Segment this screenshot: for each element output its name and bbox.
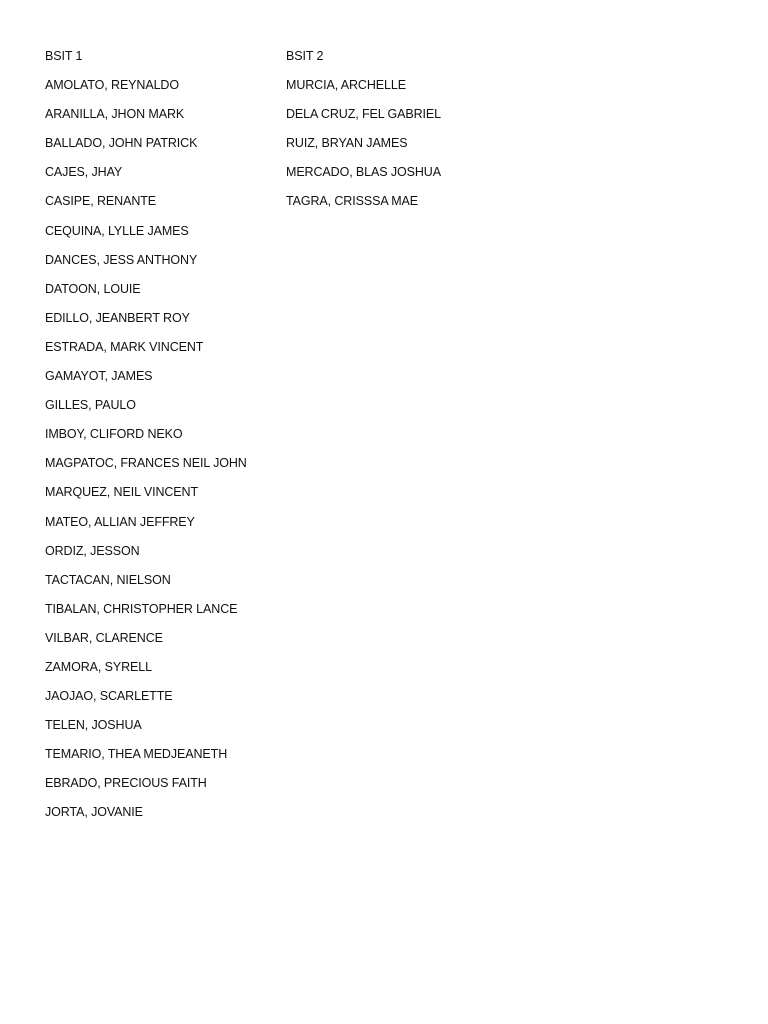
name-item: DATOON, LOUIE — [45, 281, 141, 296]
name-item: MAGPATOC, FRANCES NEIL JOHN — [45, 456, 247, 471]
name-item: CEQUINA, LYLLE JAMES — [45, 223, 189, 238]
name-item: AMOLATO, REYNALDO — [45, 78, 179, 93]
column-heading: BSIT 2 — [286, 49, 324, 63]
name-item: BALLADO, JOHN PATRICK — [45, 136, 198, 151]
name-item: RUIZ, BRYAN JAMES — [286, 136, 408, 151]
name-item: DANCES, JESS ANTHONY — [45, 252, 198, 267]
name-item: GILLES, PAULO — [45, 398, 136, 413]
name-item: EDILLO, JEANBERT ROY — [45, 310, 190, 325]
name-item: VILBAR, CLARENCE — [45, 630, 163, 645]
name-item: JAOJAO, SCARLETTE — [45, 689, 173, 704]
name-item: GAMAYOT, JAMES — [45, 369, 153, 384]
name-item: IMBOY, CLIFORD NEKO — [45, 427, 183, 442]
name-item: TEMARIO, THEA MEDJEANETH — [45, 747, 228, 762]
name-item: TACTACAN, NIELSON — [45, 572, 171, 587]
name-item: TELEN, JOSHUA — [45, 718, 142, 733]
name-item: MERCADO, BLAS JOSHUA — [286, 165, 441, 180]
name-item: TAGRA, CRISSSA MAE — [286, 194, 419, 209]
name-item: TIBALAN, CHRISTOPHER LANCE — [45, 601, 238, 616]
name-item: EBRADO, PRECIOUS FAITH — [45, 776, 207, 791]
bsit-1-column — [45, 46, 247, 832]
bsit-2-column — [286, 46, 441, 221]
name-item: CAJES, JHAY — [45, 165, 123, 180]
name-item: ZAMORA, SYRELL — [45, 659, 152, 674]
name-item: MURCIA, ARCHELLE — [286, 78, 406, 93]
name-item: MATEO, ALLIAN JEFFREY — [45, 514, 195, 529]
name-item: MARQUEZ, NEIL VINCENT — [45, 485, 199, 500]
column-heading: BSIT 1 — [45, 49, 83, 63]
name-item: CASIPE, RENANTE — [45, 194, 157, 209]
name-item: ORDIZ, JESSON — [45, 543, 140, 558]
name-item: ARANILLA, JHON MARK — [45, 107, 185, 122]
name-item: JORTA, JOVANIE — [45, 805, 143, 820]
name-item: DELA CRUZ, FEL GABRIEL — [286, 107, 442, 122]
name-item: ESTRADA, MARK VINCENT — [45, 339, 204, 354]
